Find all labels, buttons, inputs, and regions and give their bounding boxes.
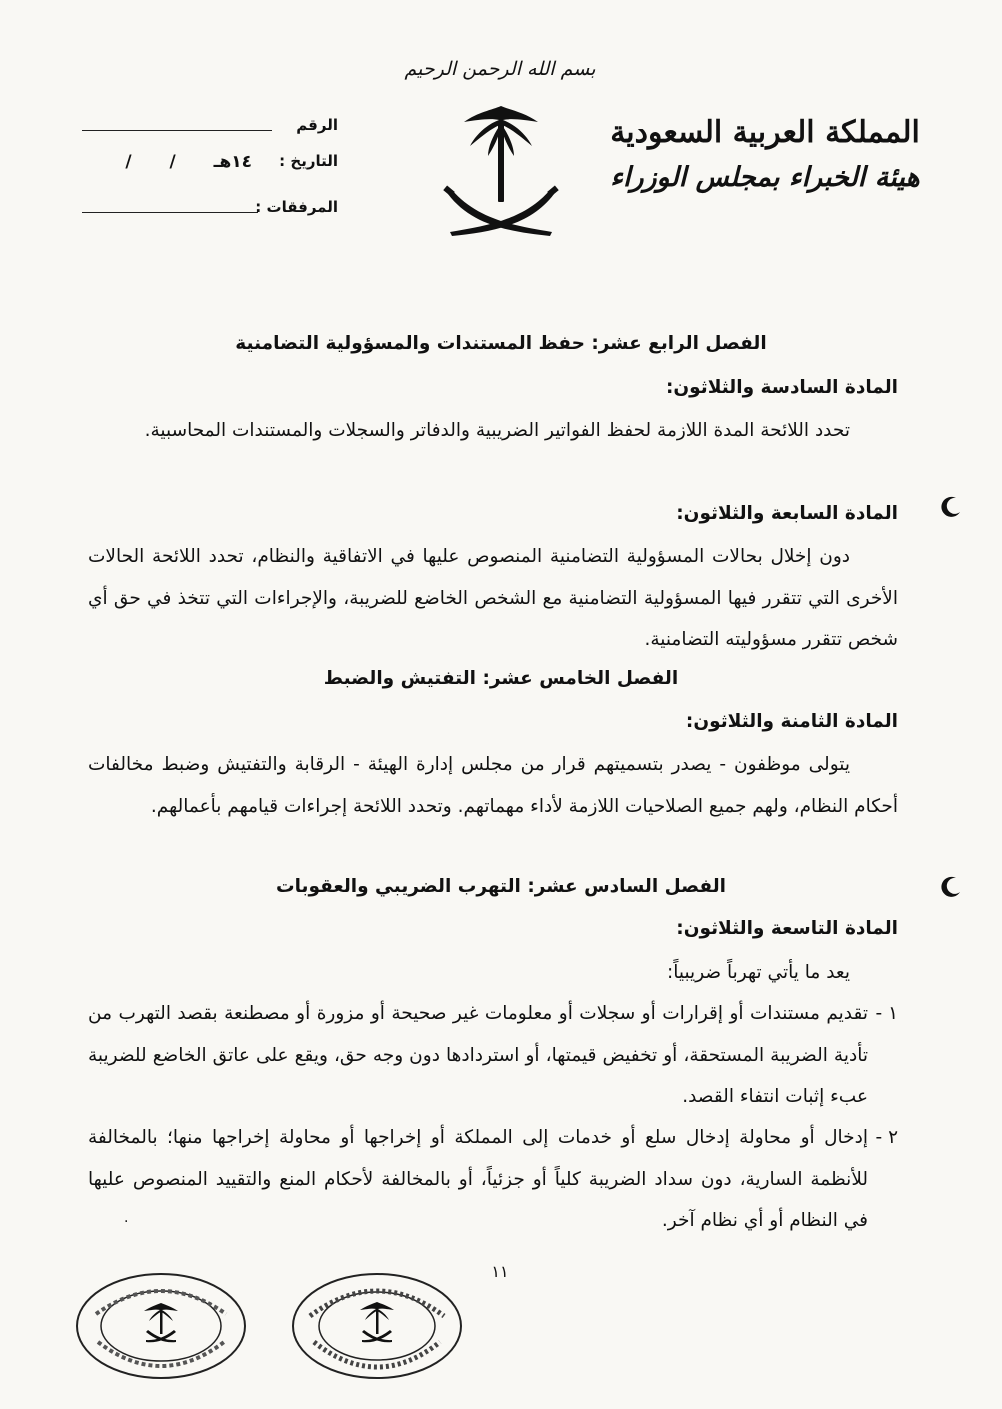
reference-label: الرقم xyxy=(296,116,338,134)
date-label: التاريخ : xyxy=(279,152,338,170)
chapter-14-title: الفصل الرابع عشر: حفظ المستندات والمسؤولية التضامنية xyxy=(235,333,767,354)
experts-commission-seal-icon xyxy=(288,1270,466,1382)
saudi-emblem-icon xyxy=(442,98,560,248)
article-36-title: المادة السادسة والثلاثون: xyxy=(665,377,898,398)
article-39-title: المادة التاسعة والثلاثون: xyxy=(676,918,898,939)
basmala: بسم الله الرحمن الرحيم xyxy=(404,58,596,80)
item-1-text: تقديم مستندات أو إقرارات أو سجلات أو معلومات غير صحيحة أو مزورة أو مصطنعة بقصد التهرب من تأدية الضريبة المستحقة، أو تخفيض قيمتها، أو استردادها دون وجه حق، ويقع على عاتق الخاضع للضريبة عبء إثبات انتفاء القصد. xyxy=(88,1003,868,1107)
date-field xyxy=(58,152,338,178)
general-secretariat-seal-icon xyxy=(72,1270,250,1382)
reference-line xyxy=(82,130,272,131)
item-2-text: إدخال أو محاولة إدخال سلع أو خدمات إلى المملكة أو إخراجها أو محاولة إخراجها منها؛ بالمخالفة للأنظمة السارية، دون سداد الضريبة كلياً أو جزئياً، أو بالمخالفة لأحكام المنع والتقييد المنصوص عليها في النظام أو أي نظام آخر. xyxy=(88,1127,868,1231)
article-39-intro: يعد ما يأتي تهرباً ضريبياً: xyxy=(667,962,850,983)
page-number: ١١ xyxy=(491,1262,509,1281)
list-item xyxy=(88,993,898,1118)
article-38-text: يتولى موظفون - يصدر بتسميتهم قرار من مجلس إدارة الهيئة - الرقابة والتفتيش وضبط مخالفات أحكام النظام، ولهم جميع الصلاحيات اللازمة لأداء مهماتهم. وتحدد اللائحة إجراءات قيامهم بأعمالهم. xyxy=(88,754,898,817)
authority-heading: هيئة الخبراء بمجلس الوزراء xyxy=(610,162,920,193)
article-36-text: تحدد اللائحة المدة اللازمة لحفظ الفواتير الضريبية والدفاتر والسجلات والمستندات المحاسبية. xyxy=(144,420,850,441)
article-37-title: المادة السابعة والثلاثون: xyxy=(676,503,898,524)
attachments-label: المرفقات : xyxy=(255,198,338,216)
kingdom-heading: المملكة العربية السعودية xyxy=(610,115,920,150)
chapter-15-title: الفصل الخامس عشر: التفتيش والضبط xyxy=(323,668,679,689)
chapter-16-title: الفصل السادس عشر: التهرب الضريبي والعقوبات xyxy=(275,876,727,897)
stray-mark: · xyxy=(124,1214,129,1230)
punch-hole-mark xyxy=(940,876,962,898)
attachments-line xyxy=(82,212,258,213)
date-value: ١٤هـ / / xyxy=(125,152,252,172)
attachments-field xyxy=(58,198,338,224)
item-1-number: ١ - xyxy=(875,1003,898,1024)
item-2-number: ٢ - xyxy=(875,1127,898,1148)
list-item xyxy=(88,1117,898,1242)
reference-field xyxy=(58,116,338,142)
article-37-text: دون إخلال بحالات المسؤولية التضامنية المنصوص عليها في الاتفاقية والنظام، تحدد اللائحة الحالات الأخرى التي تتقرر فيها المسؤولية التضامنية مع الشخص الخاضع للضريبة، والإجراءات التي تتخذ في حق أي شخص تتقرر مسؤوليته التضامنية. xyxy=(88,546,898,650)
article-38-title: المادة الثامنة والثلاثون: xyxy=(685,711,898,732)
punch-hole-mark xyxy=(940,496,962,518)
